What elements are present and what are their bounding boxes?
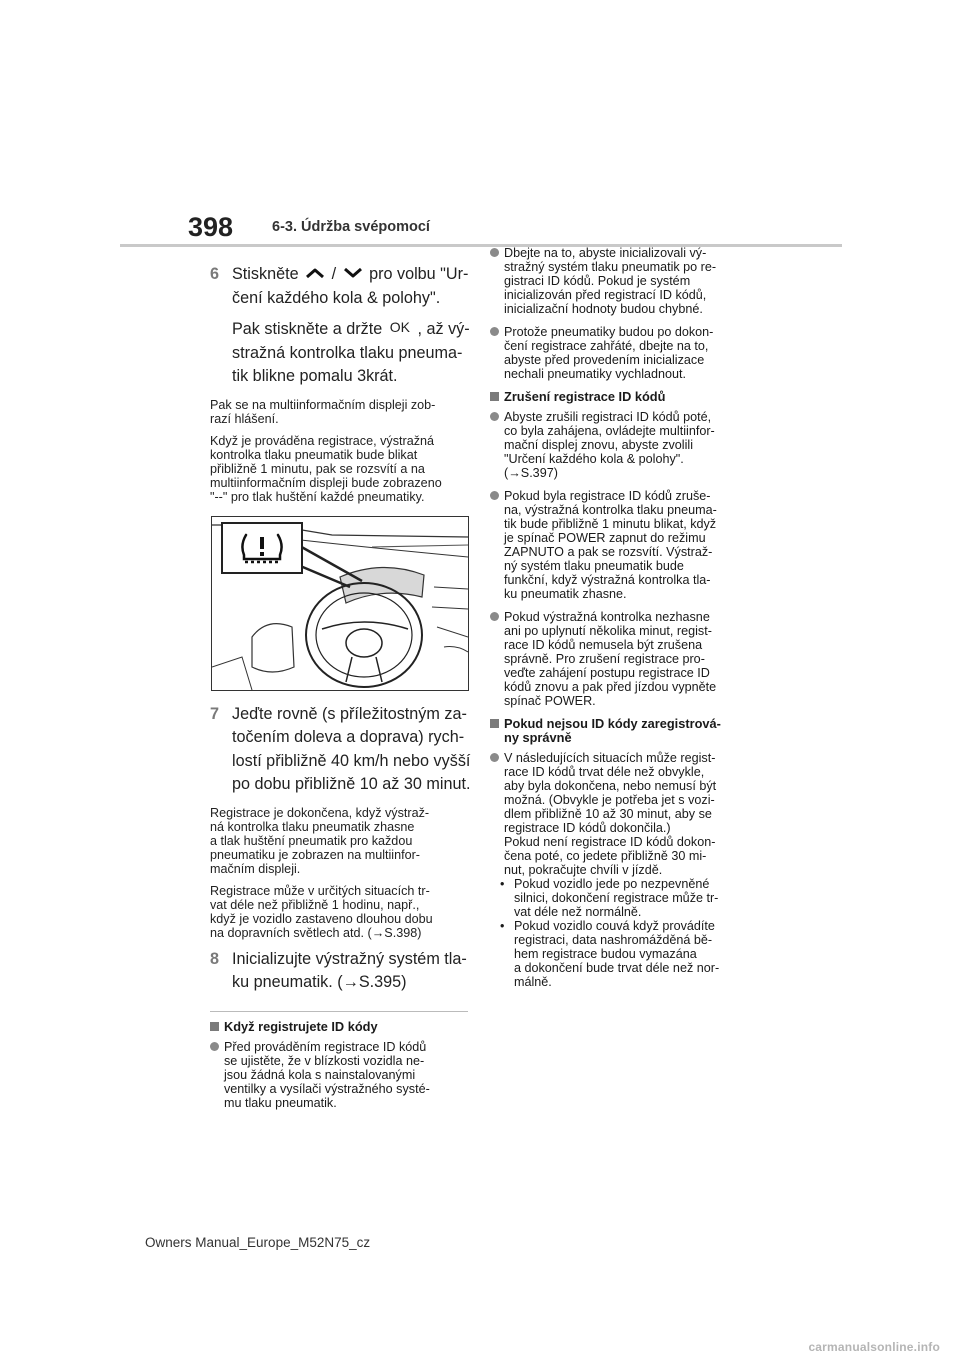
square-bullet-icon	[490, 392, 499, 401]
page-number: 398	[188, 212, 234, 242]
note-registration-duration: Registrace může v určitých situacích tr- vat déle než přibližně 1 hodinu, např., když je vozidlo zastaveno dlouhou dobu na dopravních světlech atd. (→S.398)	[210, 883, 433, 940]
step-number: 6	[210, 265, 220, 283]
sub-list-item: • Pokud vozidlo jede po nezpevněné silnici, dokončení registrace může tr- vat déle než normálně.	[500, 877, 719, 919]
bullet-dot-icon	[490, 753, 499, 762]
step-7: 7 Jeďte rovně (s příležitostným za- točením doleva a doprava) rych- lostí přibližně 40 km/h nebo vyšší po dobu přibližně 10 až 30 minut.	[210, 704, 471, 793]
note-registration-complete: Registrace je dokončena, když výstraž- ná kontrolka tlaku pneumatik zhasne a tlak huštění pneumatik pro každou pneumatiku je zobrazen na multiinfor- mačním displeji.	[210, 805, 430, 876]
list-item: Abyste zrušili registraci ID kódů poté, co byla zahájena, ovládejte multiinfor- mační displej znovu, abyste zvolili "Určení každého kola & polohy". (→S.397)	[490, 410, 760, 480]
list-item: Dbejte na to, abyste inicializovali vý- stražný systém tlaku pneumatik po re- gistraci ID kódů. Pokud je systém inicializován před registrací ID kódů, inicializační hodnoty budou chybné.	[490, 246, 760, 316]
dashboard-illustration	[211, 516, 469, 691]
subhead-ids-not-registered: Pokud nejsou ID kódy zaregistrová- ny správně	[490, 717, 760, 745]
section-divider	[210, 1011, 468, 1012]
list-item: Protože pneumatiky budou po dokon- čení registrace zahřáté, dbejte na to, abyste před provedením inicializace nechali pneumatiky vychladnout.	[490, 325, 760, 381]
note-message: Pak se na multiinformačním displeji zob- razí hlášení.	[210, 397, 436, 426]
left-column	[210, 263, 471, 1119]
sub-list-item: • Pokud vozidlo couvá když provádíte registraci, data nashromážděná bě- hem registrace budou vymazána a dokončení bude trvat déle než nor- málně.	[500, 919, 720, 989]
chevron-down-icon	[343, 267, 363, 279]
square-bullet-icon	[490, 719, 499, 728]
note-registration-blink: Když je prováděna registrace, výstražná kontrolka tlaku pneumatik bude blikat přibližně 1 minutu, pak se rozsvítí a na multiinformačním displeji bude zobrazeno "--" pro tlak huštění každé pneumatiky.	[210, 433, 442, 504]
bullet-dot-icon	[490, 327, 499, 336]
square-bullet-icon	[210, 1022, 219, 1031]
list-item: Pokud výstražná kontrolka nezhasne ani po uplynutí několika minut, regist- race ID kódů nemusela být zrušena správně. Pro zrušení registrace pro- veďte zahájení postupu registrace ID kódů znovu a pak před jízdou vypněte spínač POWER.	[490, 610, 760, 708]
watermark: carmanualsonline.info	[808, 1340, 940, 1354]
list-item: Pokud byla registrace ID kódů zruše- na, výstražná kontrolka tlaku pneuma- tik bude přibližně 1 minutu blikat, když je spínač POWER zapnut do režimu ZAPNUTO a pak se rozsvítí. Výstraž- ný systém tlaku pneumatik bude funkční, když výstražná kontrolka tla- ku pneumatik zhasne.	[490, 489, 760, 601]
step-6: 6 Stiskněte / pro volbu "Ur- čení každého kola & polohy". Pak stiskněte a držte OK , až vý- stražná kontrolka tlaku pneuma- tik blikne pomalu 3krát.	[210, 263, 468, 389]
step-8: 8 Inicializujte výstražný systém tla- ku pneumatik. (→S.395)	[210, 949, 467, 991]
list-item: V následujících situacích může regist- race ID kódů trvat déle než obvykle, aby byla dokončena, nebo nemusí být možná. (Obvykle je potřeba jet s vozi- dlem přibližně 10 až 30 minut, aby se registrace ID kódů dokončila.) Pokud není registrace ID kódů dokon- čena poté, co jedete přibližně 30 mi- nut, pokračujte chvíli v jízdě.	[490, 751, 760, 877]
bullet-dot-icon	[490, 248, 499, 257]
list-item: Před prováděním registrace ID kódů se ujistěte, že v blízkosti vozidla ne- jsou žádná kola s nainstalovanými ventilky a vysílači výstražného systé- mu tlaku pneumatik.	[210, 1040, 468, 1110]
bullet-dot-icon	[490, 491, 499, 500]
footer-manual-id: Owners Manual_Europe_M52N75_cz	[145, 1235, 371, 1250]
dashboard-drawing	[212, 517, 468, 690]
right-column	[490, 246, 760, 989]
ok-button-icon: OK	[389, 319, 410, 335]
bullet-dot-icon	[490, 612, 499, 621]
chevron-up-icon	[305, 267, 325, 279]
bullet-dot-icon	[490, 412, 499, 421]
bullet-dot-icon	[210, 1042, 219, 1051]
subhead-cancel-registration: Zrušení registrace ID kódů	[490, 390, 760, 404]
section-title: 6-3. Údržba svépomocí	[272, 219, 430, 235]
subhead-registering-ids: Když registrujete ID kódy	[210, 1020, 468, 1034]
